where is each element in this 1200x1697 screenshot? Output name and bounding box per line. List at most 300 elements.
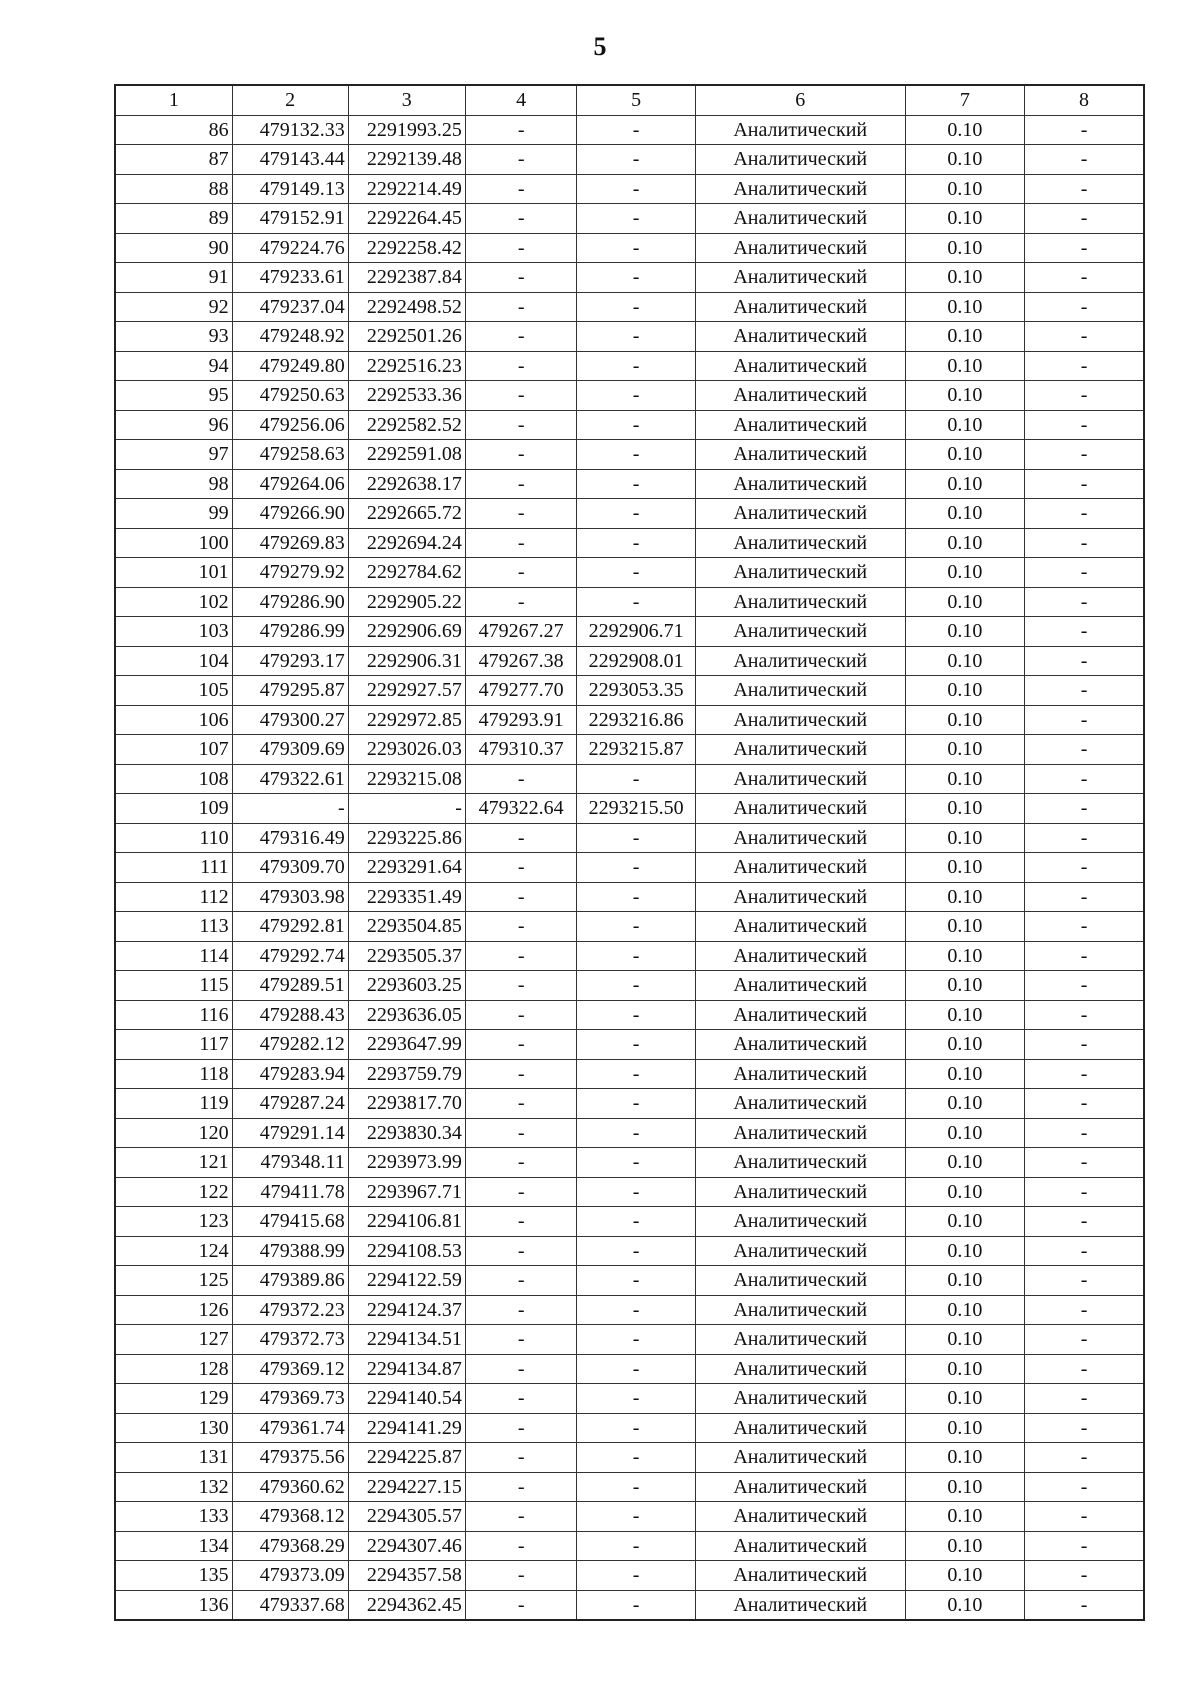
table-row bbox=[115, 1413, 1144, 1443]
table-cell: 2294106.81 bbox=[348, 1207, 465, 1237]
table-cell: - bbox=[1025, 1502, 1144, 1532]
table-cell: Аналитический bbox=[695, 322, 905, 352]
table-cell: 2293603.25 bbox=[348, 971, 465, 1001]
table-cell: 2294357.58 bbox=[348, 1561, 465, 1591]
table-cell: 479293.91 bbox=[465, 705, 577, 735]
table-cell: 2293647.99 bbox=[348, 1030, 465, 1060]
table-cell: - bbox=[465, 1177, 577, 1207]
table-cell: 2293291.64 bbox=[348, 853, 465, 883]
table-row bbox=[115, 1325, 1144, 1355]
table-cell: 2294307.46 bbox=[348, 1531, 465, 1561]
table-row bbox=[115, 1059, 1144, 1089]
table-cell: - bbox=[577, 1118, 695, 1148]
table-row bbox=[115, 381, 1144, 411]
table-cell: 2294362.45 bbox=[348, 1590, 465, 1620]
table-cell: 97 bbox=[115, 440, 232, 470]
table-cell: 96 bbox=[115, 410, 232, 440]
table-cell: Аналитический bbox=[695, 853, 905, 883]
table-row bbox=[115, 440, 1144, 470]
table-row bbox=[115, 469, 1144, 499]
table-cell: 2292927.57 bbox=[348, 676, 465, 706]
table-cell: 2292139.48 bbox=[348, 145, 465, 175]
table-cell: 120 bbox=[115, 1118, 232, 1148]
table-cell: - bbox=[465, 1236, 577, 1266]
table-cell: 0.10 bbox=[905, 233, 1024, 263]
table-cell: - bbox=[1025, 705, 1144, 735]
table-cell: Аналитический bbox=[695, 676, 905, 706]
table-cell: 479143.44 bbox=[232, 145, 348, 175]
table-row bbox=[115, 1207, 1144, 1237]
table-cell: 0.10 bbox=[905, 1472, 1024, 1502]
table-cell: - bbox=[465, 1295, 577, 1325]
table-cell: 2292501.26 bbox=[348, 322, 465, 352]
table-cell: 2294305.57 bbox=[348, 1502, 465, 1532]
table-cell: 0.10 bbox=[905, 204, 1024, 234]
table-cell: 114 bbox=[115, 941, 232, 971]
table-cell: - bbox=[465, 1059, 577, 1089]
table-row bbox=[115, 1118, 1144, 1148]
table-cell: - bbox=[1025, 1443, 1144, 1473]
table-cell: 133 bbox=[115, 1502, 232, 1532]
table-cell: 2292638.17 bbox=[348, 469, 465, 499]
table-cell: 479266.90 bbox=[232, 499, 348, 529]
table-cell: - bbox=[465, 204, 577, 234]
table-cell: Аналитический bbox=[695, 1177, 905, 1207]
table-cell: 98 bbox=[115, 469, 232, 499]
table-cell: - bbox=[577, 853, 695, 883]
table-cell: 0.10 bbox=[905, 1413, 1024, 1443]
table-body bbox=[115, 115, 1144, 1620]
table-cell: Аналитический bbox=[695, 1059, 905, 1089]
table-row bbox=[115, 617, 1144, 647]
table-cell: 0.10 bbox=[905, 1000, 1024, 1030]
table-cell: 479360.62 bbox=[232, 1472, 348, 1502]
table-cell: 2292908.01 bbox=[577, 646, 695, 676]
table-cell: Аналитический bbox=[695, 1295, 905, 1325]
table-cell: - bbox=[465, 1089, 577, 1119]
table-cell: 129 bbox=[115, 1384, 232, 1414]
table-cell: 104 bbox=[115, 646, 232, 676]
table-cell: - bbox=[465, 263, 577, 293]
table-cell: 2294108.53 bbox=[348, 1236, 465, 1266]
table-cell: - bbox=[465, 764, 577, 794]
table-cell: 102 bbox=[115, 587, 232, 617]
table-row bbox=[115, 263, 1144, 293]
table-cell: - bbox=[1025, 587, 1144, 617]
table-cell: - bbox=[1025, 764, 1144, 794]
table-cell: 479361.74 bbox=[232, 1413, 348, 1443]
table-cell: - bbox=[1025, 1413, 1144, 1443]
table-cell: - bbox=[1025, 1030, 1144, 1060]
table-cell: - bbox=[465, 115, 577, 145]
table-cell: - bbox=[577, 499, 695, 529]
table-cell: 116 bbox=[115, 1000, 232, 1030]
table-cell: - bbox=[465, 1472, 577, 1502]
table-cell: - bbox=[465, 322, 577, 352]
table-cell: - bbox=[465, 174, 577, 204]
table-row bbox=[115, 1502, 1144, 1532]
table-row bbox=[115, 912, 1144, 942]
table-cell: Аналитический bbox=[695, 351, 905, 381]
table-row bbox=[115, 1354, 1144, 1384]
table-cell: Аналитический bbox=[695, 1531, 905, 1561]
table-cell: Аналитический bbox=[695, 1118, 905, 1148]
table-cell: 479233.61 bbox=[232, 263, 348, 293]
table-cell: Аналитический bbox=[695, 440, 905, 470]
table-row bbox=[115, 528, 1144, 558]
table-cell: Аналитический bbox=[695, 1000, 905, 1030]
table-cell: 2293830.34 bbox=[348, 1118, 465, 1148]
table-cell: 2293026.03 bbox=[348, 735, 465, 765]
table-cell: Аналитический bbox=[695, 469, 905, 499]
table-cell: 2292498.52 bbox=[348, 292, 465, 322]
table-cell: 101 bbox=[115, 558, 232, 588]
table-cell: 479292.74 bbox=[232, 941, 348, 971]
table-cell: 117 bbox=[115, 1030, 232, 1060]
table-cell: 0.10 bbox=[905, 1590, 1024, 1620]
table-cell: Аналитический bbox=[695, 1089, 905, 1119]
table-cell: 0.10 bbox=[905, 1118, 1024, 1148]
table-row bbox=[115, 1531, 1144, 1561]
table-cell: - bbox=[1025, 322, 1144, 352]
table-cell: - bbox=[1025, 351, 1144, 381]
table-cell: 479282.12 bbox=[232, 1030, 348, 1060]
table-cell: Аналитический bbox=[695, 292, 905, 322]
table-cell: 126 bbox=[115, 1295, 232, 1325]
table-cell: 134 bbox=[115, 1531, 232, 1561]
table-cell: 0.10 bbox=[905, 1325, 1024, 1355]
table-cell: - bbox=[577, 440, 695, 470]
table-cell: - bbox=[465, 912, 577, 942]
table-cell: 479237.04 bbox=[232, 292, 348, 322]
table-cell: Аналитический bbox=[695, 204, 905, 234]
table-cell: - bbox=[1025, 1354, 1144, 1384]
table-cell: - bbox=[1025, 233, 1144, 263]
table-cell: Аналитический bbox=[695, 587, 905, 617]
table-cell: - bbox=[1025, 1236, 1144, 1266]
table-cell: 109 bbox=[115, 794, 232, 824]
table-cell: 479287.24 bbox=[232, 1089, 348, 1119]
table-cell: - bbox=[577, 1148, 695, 1178]
table-cell: Аналитический bbox=[695, 1590, 905, 1620]
table-cell: - bbox=[577, 1177, 695, 1207]
table-row bbox=[115, 971, 1144, 1001]
table-cell: - bbox=[1025, 1531, 1144, 1561]
table-cell: 135 bbox=[115, 1561, 232, 1591]
table-cell: 479411.78 bbox=[232, 1177, 348, 1207]
table-cell: 2292533.36 bbox=[348, 381, 465, 411]
table-cell: Аналитический bbox=[695, 145, 905, 175]
table-cell: 119 bbox=[115, 1089, 232, 1119]
table-cell: 0.10 bbox=[905, 617, 1024, 647]
table-cell: - bbox=[1025, 1148, 1144, 1178]
table-cell: Аналитический bbox=[695, 528, 905, 558]
column-header: 7 bbox=[905, 85, 1024, 115]
table-cell: - bbox=[1025, 499, 1144, 529]
table-cell: - bbox=[577, 912, 695, 942]
table-row bbox=[115, 499, 1144, 529]
table-row bbox=[115, 204, 1144, 234]
table-cell: 0.10 bbox=[905, 410, 1024, 440]
table-row bbox=[115, 735, 1144, 765]
table-cell: - bbox=[577, 204, 695, 234]
column-header: 6 bbox=[695, 85, 905, 115]
table-cell: - bbox=[465, 1443, 577, 1473]
table-cell: - bbox=[577, 263, 695, 293]
table-cell: - bbox=[1025, 823, 1144, 853]
table-cell: 479250.63 bbox=[232, 381, 348, 411]
table-cell: 479283.94 bbox=[232, 1059, 348, 1089]
table-cell: 0.10 bbox=[905, 1266, 1024, 1296]
table-cell: - bbox=[1025, 440, 1144, 470]
table-cell: 479248.92 bbox=[232, 322, 348, 352]
table-cell: 118 bbox=[115, 1059, 232, 1089]
table-cell: 479372.73 bbox=[232, 1325, 348, 1355]
table-cell: - bbox=[577, 1561, 695, 1591]
table-cell: 479415.68 bbox=[232, 1207, 348, 1237]
table-cell: - bbox=[1025, 646, 1144, 676]
table-cell: 0.10 bbox=[905, 1030, 1024, 1060]
table-cell: 2293759.79 bbox=[348, 1059, 465, 1089]
table-row bbox=[115, 587, 1144, 617]
table-cell: 122 bbox=[115, 1177, 232, 1207]
table-cell: - bbox=[577, 1059, 695, 1089]
table-cell: - bbox=[465, 1502, 577, 1532]
table-cell: - bbox=[465, 351, 577, 381]
table-cell: 2292516.23 bbox=[348, 351, 465, 381]
table-cell: - bbox=[577, 1207, 695, 1237]
table-cell: - bbox=[577, 1531, 695, 1561]
table-cell: 0.10 bbox=[905, 499, 1024, 529]
table-cell: - bbox=[465, 528, 577, 558]
table-cell: 479316.49 bbox=[232, 823, 348, 853]
table-cell: 108 bbox=[115, 764, 232, 794]
table-cell: Аналитический bbox=[695, 617, 905, 647]
table-cell: 479258.63 bbox=[232, 440, 348, 470]
table-cell: 2294225.87 bbox=[348, 1443, 465, 1473]
table-cell: 479372.23 bbox=[232, 1295, 348, 1325]
table-cell: - bbox=[577, 1443, 695, 1473]
table-cell: 0.10 bbox=[905, 322, 1024, 352]
table-cell: - bbox=[465, 971, 577, 1001]
table-cell: 0.10 bbox=[905, 1531, 1024, 1561]
table-cell: 2292972.85 bbox=[348, 705, 465, 735]
table-cell: - bbox=[465, 941, 577, 971]
table-row bbox=[115, 764, 1144, 794]
table-cell: 2293216.86 bbox=[577, 705, 695, 735]
table-cell: 479293.17 bbox=[232, 646, 348, 676]
table-cell: 479269.83 bbox=[232, 528, 348, 558]
table-cell: 2294134.87 bbox=[348, 1354, 465, 1384]
table-cell: 88 bbox=[115, 174, 232, 204]
table-row bbox=[115, 794, 1144, 824]
table-cell: 94 bbox=[115, 351, 232, 381]
table-cell: Аналитический bbox=[695, 410, 905, 440]
table-cell: - bbox=[577, 469, 695, 499]
table-cell: - bbox=[577, 1030, 695, 1060]
table-cell: - bbox=[577, 292, 695, 322]
table-cell: 111 bbox=[115, 853, 232, 883]
table-row bbox=[115, 882, 1144, 912]
column-header: 1 bbox=[115, 85, 232, 115]
table-row bbox=[115, 322, 1144, 352]
table-cell: Аналитический bbox=[695, 1413, 905, 1443]
table-cell: - bbox=[1025, 1207, 1144, 1237]
table-cell: - bbox=[1025, 617, 1144, 647]
table-cell: - bbox=[577, 351, 695, 381]
table-cell: 0.10 bbox=[905, 764, 1024, 794]
table-cell: - bbox=[577, 558, 695, 588]
table-row bbox=[115, 1472, 1144, 1502]
table-cell: Аналитический bbox=[695, 1502, 905, 1532]
table-cell: Аналитический bbox=[695, 1207, 905, 1237]
table-cell: Аналитический bbox=[695, 1354, 905, 1384]
table-row bbox=[115, 705, 1144, 735]
table-cell: - bbox=[577, 1502, 695, 1532]
column-header: 8 bbox=[1025, 85, 1144, 115]
table-cell: 2292906.31 bbox=[348, 646, 465, 676]
table-cell: - bbox=[577, 174, 695, 204]
table-cell: 2291993.25 bbox=[348, 115, 465, 145]
table-cell: 479224.76 bbox=[232, 233, 348, 263]
table-cell: 2292665.72 bbox=[348, 499, 465, 529]
table-cell: 479300.27 bbox=[232, 705, 348, 735]
table-cell: 0.10 bbox=[905, 882, 1024, 912]
table-cell: - bbox=[465, 1266, 577, 1296]
table-cell: 93 bbox=[115, 322, 232, 352]
table-cell: 2293967.71 bbox=[348, 1177, 465, 1207]
table-cell: 479389.86 bbox=[232, 1266, 348, 1296]
table-cell: 90 bbox=[115, 233, 232, 263]
table-cell: - bbox=[1025, 263, 1144, 293]
table-cell: 0.10 bbox=[905, 1148, 1024, 1178]
table-cell: - bbox=[465, 823, 577, 853]
table-cell: - bbox=[1025, 174, 1144, 204]
table-cell: - bbox=[577, 233, 695, 263]
table-row bbox=[115, 1443, 1144, 1473]
table-cell: 0.10 bbox=[905, 1236, 1024, 1266]
table-cell: - bbox=[577, 1000, 695, 1030]
table-cell: - bbox=[465, 1590, 577, 1620]
table-cell: 105 bbox=[115, 676, 232, 706]
table-cell: 2293973.99 bbox=[348, 1148, 465, 1178]
table-cell: 0.10 bbox=[905, 115, 1024, 145]
table-cell: 479322.64 bbox=[465, 794, 577, 824]
table-cell: - bbox=[465, 410, 577, 440]
table-cell: 106 bbox=[115, 705, 232, 735]
table-cell: 479286.90 bbox=[232, 587, 348, 617]
table-cell: - bbox=[1025, 292, 1144, 322]
table-cell: 107 bbox=[115, 735, 232, 765]
table-cell: Аналитический bbox=[695, 1561, 905, 1591]
table-cell: 0.10 bbox=[905, 1561, 1024, 1591]
table-cell: - bbox=[577, 587, 695, 617]
table-cell: - bbox=[577, 1325, 695, 1355]
table-cell: - bbox=[1025, 971, 1144, 1001]
table-cell: Аналитический bbox=[695, 1266, 905, 1296]
table-cell: 132 bbox=[115, 1472, 232, 1502]
table-cell: 2292784.62 bbox=[348, 558, 465, 588]
table-cell: 0.10 bbox=[905, 587, 1024, 617]
table-cell: 479322.61 bbox=[232, 764, 348, 794]
table-cell: 0.10 bbox=[905, 971, 1024, 1001]
table-cell: 0.10 bbox=[905, 1384, 1024, 1414]
table-cell: Аналитический bbox=[695, 882, 905, 912]
table-row bbox=[115, 1148, 1144, 1178]
table-cell: - bbox=[1025, 1089, 1144, 1119]
table-cell: 2292905.22 bbox=[348, 587, 465, 617]
table-row bbox=[115, 823, 1144, 853]
table-cell: - bbox=[1025, 794, 1144, 824]
table-row bbox=[115, 233, 1144, 263]
table-cell: - bbox=[465, 1384, 577, 1414]
table-cell: Аналитический bbox=[695, 646, 905, 676]
table-cell: 0.10 bbox=[905, 1177, 1024, 1207]
table-header-row bbox=[115, 85, 1144, 115]
table-cell: Аналитический bbox=[695, 764, 905, 794]
table-cell: - bbox=[577, 1089, 695, 1119]
table-cell: - bbox=[1025, 941, 1144, 971]
table-cell: - bbox=[577, 145, 695, 175]
table-cell: - bbox=[577, 1295, 695, 1325]
table-cell: 0.10 bbox=[905, 145, 1024, 175]
table-cell: 479369.12 bbox=[232, 1354, 348, 1384]
table-cell: 110 bbox=[115, 823, 232, 853]
table-cell: 103 bbox=[115, 617, 232, 647]
table-cell: - bbox=[577, 410, 695, 440]
table-cell: - bbox=[577, 1266, 695, 1296]
table-cell: - bbox=[1025, 912, 1144, 942]
table-cell: 479152.91 bbox=[232, 204, 348, 234]
table-cell: 479288.43 bbox=[232, 1000, 348, 1030]
table-cell: 0.10 bbox=[905, 1295, 1024, 1325]
table-cell: 2293817.70 bbox=[348, 1089, 465, 1119]
table-cell: 479348.11 bbox=[232, 1148, 348, 1178]
table-cell: - bbox=[1025, 676, 1144, 706]
table-cell: - bbox=[465, 499, 577, 529]
table-cell: - bbox=[577, 1354, 695, 1384]
table-cell: 91 bbox=[115, 263, 232, 293]
table-cell: - bbox=[577, 528, 695, 558]
table-cell: 0.10 bbox=[905, 853, 1024, 883]
table-cell: - bbox=[1025, 1295, 1144, 1325]
table-cell: 92 bbox=[115, 292, 232, 322]
table-cell: - bbox=[465, 1118, 577, 1148]
table-cell: - bbox=[577, 115, 695, 145]
table-row bbox=[115, 1266, 1144, 1296]
table-cell: 2294122.59 bbox=[348, 1266, 465, 1296]
table-cell: - bbox=[577, 1472, 695, 1502]
table-row bbox=[115, 1561, 1144, 1591]
table-cell: - bbox=[232, 794, 348, 824]
table-cell: - bbox=[1025, 1266, 1144, 1296]
table-cell: 2292591.08 bbox=[348, 440, 465, 470]
table-cell: - bbox=[577, 971, 695, 1001]
table-cell: 479309.70 bbox=[232, 853, 348, 883]
table-row bbox=[115, 292, 1144, 322]
table-cell: - bbox=[465, 853, 577, 883]
table-cell: 479267.27 bbox=[465, 617, 577, 647]
table-cell: 2294140.54 bbox=[348, 1384, 465, 1414]
table-cell: 87 bbox=[115, 145, 232, 175]
table-cell: 123 bbox=[115, 1207, 232, 1237]
table-cell: - bbox=[465, 381, 577, 411]
table-cell: 0.10 bbox=[905, 794, 1024, 824]
table-cell: 0.10 bbox=[905, 351, 1024, 381]
table-cell: - bbox=[465, 558, 577, 588]
table-cell: 2292906.69 bbox=[348, 617, 465, 647]
table-cell: Аналитический bbox=[695, 971, 905, 1001]
